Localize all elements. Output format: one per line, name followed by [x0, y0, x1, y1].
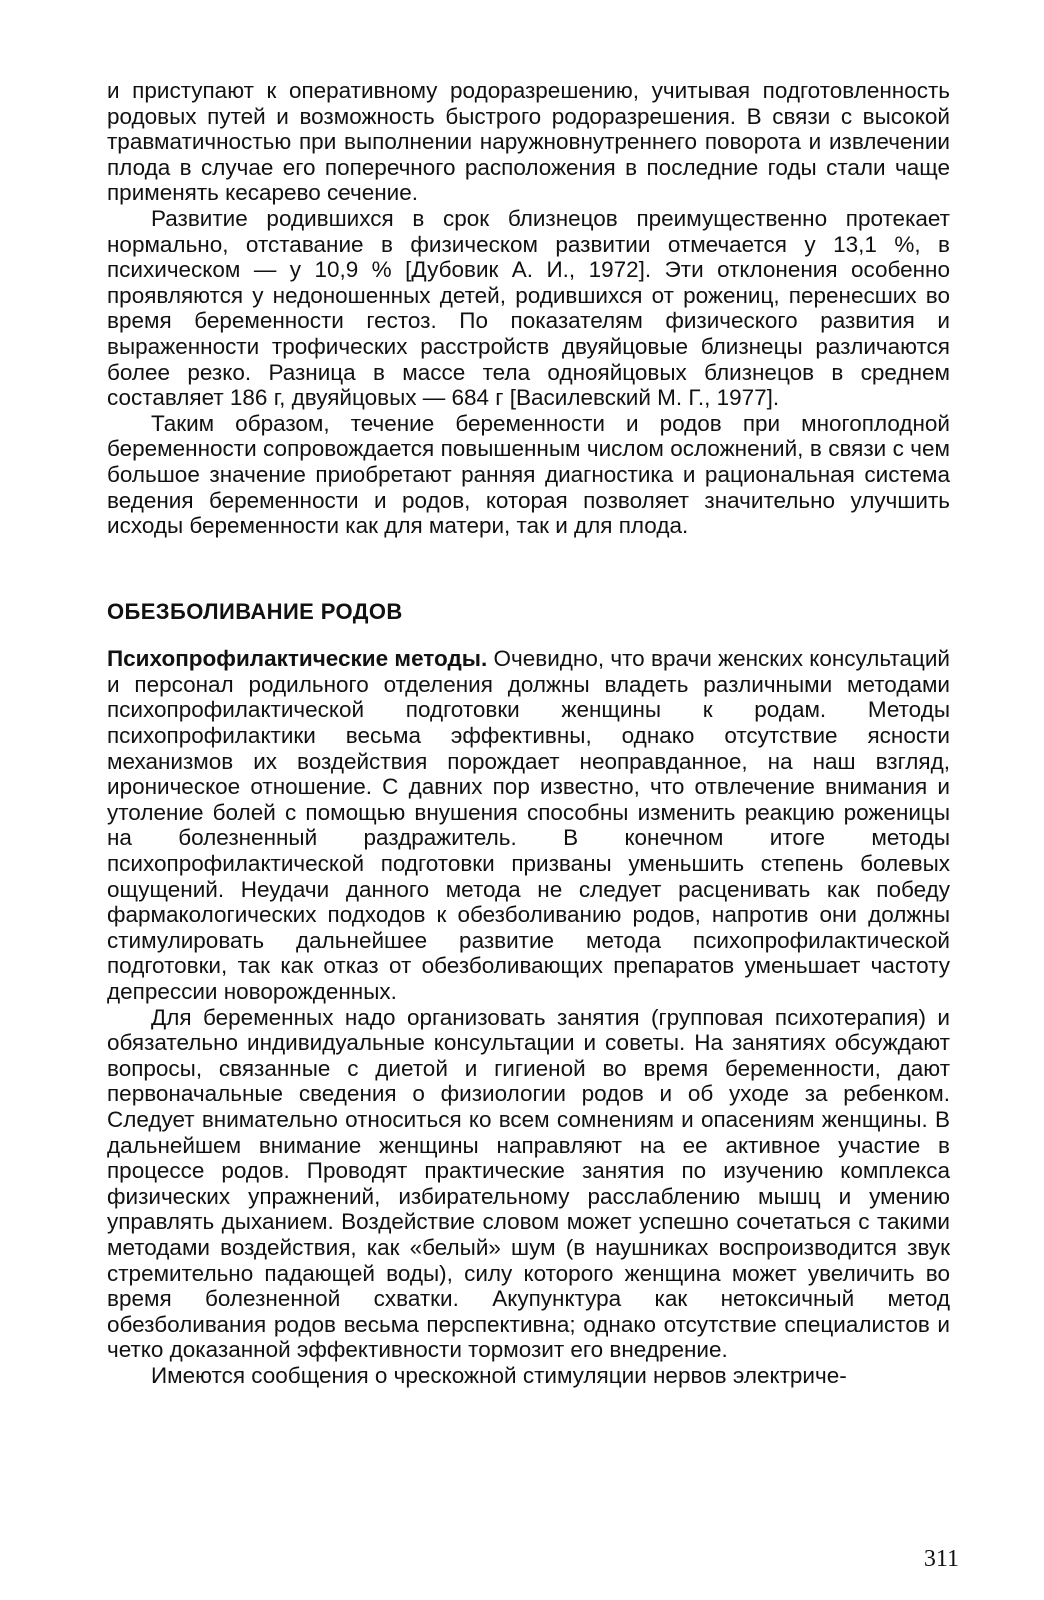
paragraph-continuation: и приступают к оперативному родоразрешению, учитывая подготовленность родовых путей и возможность быстрого родоразрешения. В связи с высокой травматичностью при выполнении наружновнутреннего поворота и извлечении плода в случае его поперечного расположения в последние годы стали чаще применять кесарево сечение. [107, 78, 950, 206]
paragraph-group-therapy: Для беременных надо организовать занятия (групповая психотерапия) и обязательно индивидуальные консультации и советы. На занятиях обсуждают вопросы, связанные с диетой и гигиеной во время беременности, дают первоначальные сведения о физиологии родов и об уходе за ребенком. Следует внимательно относиться ко всем сомнениям и опасениям женщины. В дальнейшем внимание женщины направляют на ее активное участие в процессе родов. Проводят практические занятия по изучению комплекса физических упражнений, избирательному расслаблению мышц и умению управлять дыханием. Воздействие словом может успешно сочетаться с такими методами воздействия, как «белый» шум (в наушниках воспроизводится звук стремительно падающей воды), силу которого женщина может увеличить во время болезненной схватки. Акупунктура как нетоксичный метод обезболивания родов весьма перспективна; однако отсутствие специалистов и четко доказанной эффективности тормозит его внедрение. [107, 1004, 950, 1363]
paragraph-conclusion: Таким образом, течение беременности и родов при многоплодной беременности сопровождается повышенным числом осложнений, в связи с чем большое значение приобретают ранняя диагностика и рациональная система ведения беременности и родов, которая позволяет значительно улучшить исходы беременности как для матери, так и для плода. [107, 410, 950, 539]
subsection-title: Психопрофилактические методы. [107, 646, 488, 672]
paragraph-psychoprophylaxis [107, 646, 950, 1004]
body-text [107, 78, 950, 1389]
page-number: 311 [923, 1546, 959, 1572]
section-heading: ОБЕЗБОЛИВАНИЕ РОДОВ [107, 598, 403, 624]
subsection-text: Очевидно, что врачи женских консультаций и персонал родильного отделения должны владеть различными методами психопрофилактической подготовки женщины к родам. Методы психопрофилактики весьма эффективны, однако отсутствие ясности механизмов их воздействия порождает неоправданное, на наш взгляд, ироническое отношение. С давних пор известно, что отвлечение внимания и утоление болей с помощью внушения способны изменить реакцию роженицы на болезненный раздражитель. В конечном итоге методы психопрофилактической подготовки призваны уменьшить степень болевых ощущений. Неудачи данного метода не следует расценивать как победу фармакологических подходов к обезболиванию родов, напротив они должны стимулировать дальнейшее развитие метода психопрофилактической подготовки, так как отказ от обезболивающих препаратов уменьшает частоту депрессии новорожденных. [107, 646, 950, 1004]
paragraph-nerve-stimulation: Имеются сообщения о чрескожной стимуляции нервов электриче- [151, 1362, 847, 1388]
paragraph-twins-development: Развитие родившихся в срок близнецов преимущественно протекает нормально, отставание в физическом развитии отмечается у 13,1 %, в психическом — у 10,9 % [Дубовик А. И., 1972]. Эти отклонения особенно проявляются у недоношенных детей, родившихся от рожениц, перенесших во время беременности гестоз. По показателям физического развития и выраженности трофических расстройств двуяйцовые близнецы различаются более резко. Разница в массе тела однояйцовых близнецов в среднем составляет 186 г, двуяйцовых — 684 г [Василевский М. Г., 1977]. [107, 205, 950, 411]
